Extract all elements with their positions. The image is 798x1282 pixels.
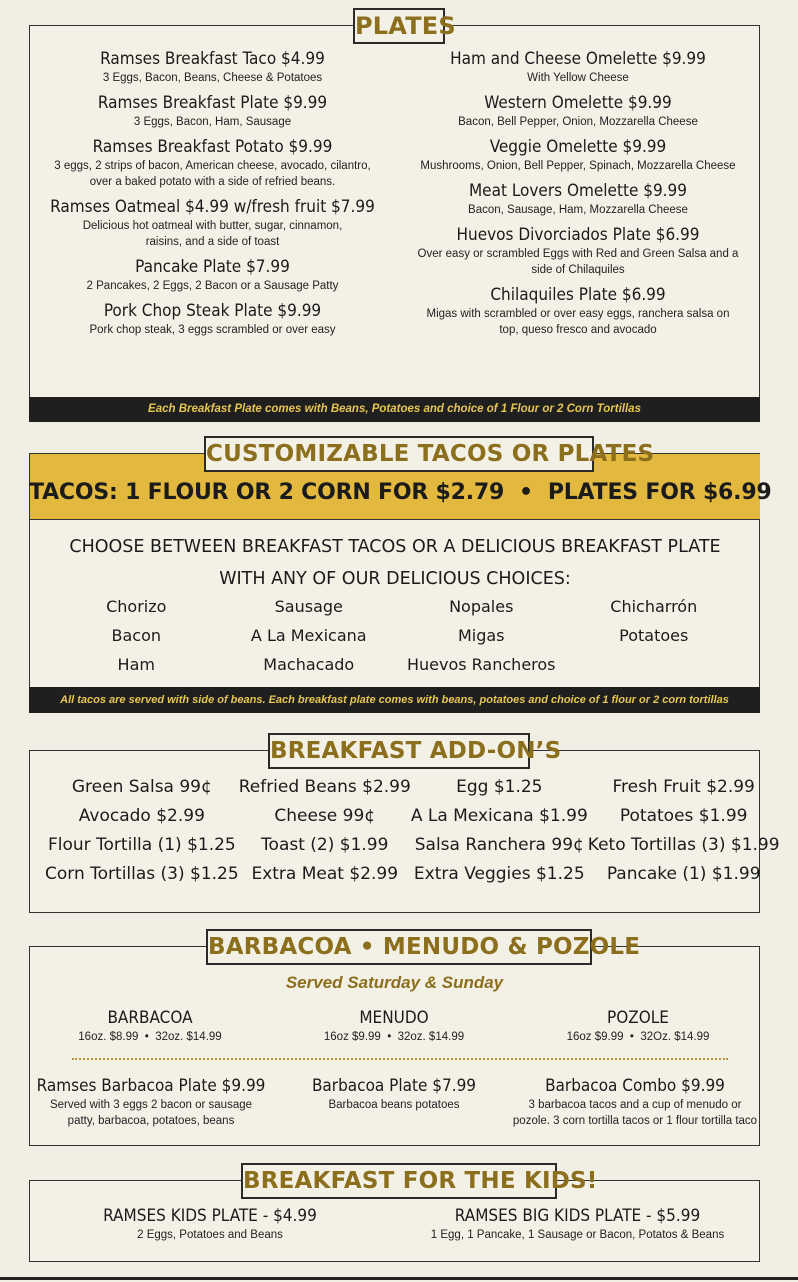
item-desc: Barbacoa beans potatoes xyxy=(328,1099,460,1111)
barbacoa-plate-3 xyxy=(510,1075,760,1129)
choice-item: A La Mexicana xyxy=(250,626,367,645)
item-title: Veggie Omelette $9.99 xyxy=(489,137,667,157)
kids-header: BREAKFAST FOR THE KIDS! xyxy=(241,1163,557,1199)
item-desc: 3 barbacoa tacos and a cup of menudo or pozole. 3 corn tortilla tacos or 1 flour tortilla taco xyxy=(512,1099,758,1127)
addon-item: Salsa Ranchera 99¢ xyxy=(414,835,584,855)
item-title: Pancake Plate $7.99 xyxy=(135,257,290,277)
barbacoa-subtitle: Served Saturday & Sunday xyxy=(285,973,504,992)
item-desc: Mushrooms, Onion, Bell Pepper, Spinach, Mozzarella Cheese xyxy=(420,160,736,172)
plates-footer-note: Each Breakfast Plate comes with Beans, Potatoes and choice of 1 Flour or 2 Corn Tortillas xyxy=(29,397,760,422)
dotted-divider xyxy=(72,1058,728,1060)
item-desc: 3 Eggs, Bacon, Beans, Cheese & Potatoes xyxy=(102,72,323,84)
addon-item: Toast (2) $1.99 xyxy=(261,835,389,855)
custom-choices xyxy=(50,592,740,679)
menu-item xyxy=(40,48,385,86)
item-title: RAMSES BIG KIDS PLATE - $5.99 xyxy=(454,1206,701,1226)
plates-right-column xyxy=(408,48,748,344)
choice-item: Migas xyxy=(457,626,505,645)
soup-pozole xyxy=(548,1007,728,1045)
menu-item xyxy=(408,284,748,338)
choice-item: Ham xyxy=(117,655,155,674)
item-title: Barbacoa Combo $9.99 xyxy=(545,1076,725,1096)
item-desc: 3 eggs, 2 strips of bacon, American cheese, avocado, cilantro, over a baked potato with a side of refried beans. xyxy=(54,160,371,188)
item-desc: 1 Egg, 1 Pancake, 1 Sausage or Bacon, Potatos & Beans xyxy=(430,1229,725,1241)
plates-left-column xyxy=(40,48,385,344)
soup-name: MENUDO xyxy=(359,1008,429,1028)
menu-item xyxy=(40,300,385,338)
item-title: Ramses Breakfast Taco $4.99 xyxy=(100,49,325,69)
addon-item: Corn Tortillas (3) $1.25 xyxy=(45,864,239,884)
soup-price: 16oz. $8.99 • 32oz. $14.99 xyxy=(78,1031,222,1043)
soup-barbacoa xyxy=(60,1007,240,1045)
item-desc: Bacon, Sausage, Ham, Mozzarella Cheese xyxy=(468,204,688,216)
addon-item: Keto Tortillas (3) $1.99 xyxy=(587,835,780,855)
menu-item xyxy=(40,136,385,190)
choice-item: Sausage xyxy=(274,597,343,616)
addon-item: Potatoes $1.99 xyxy=(619,806,748,826)
item-desc: 2 Eggs, Potatoes and Beans xyxy=(137,1229,283,1241)
soup-price: 16oz $9.99 • 32Oz. $14.99 xyxy=(566,1031,710,1043)
menu-item xyxy=(408,180,748,218)
item-title: RAMSES KIDS PLATE - $4.99 xyxy=(103,1206,317,1226)
kids-plate xyxy=(60,1205,360,1243)
choice-item: Potatoes xyxy=(619,626,689,645)
item-desc: Over easy or scrambled Eggs with Red and Green Salsa and a side of Chilaquiles xyxy=(417,248,739,276)
menu-item xyxy=(408,48,748,86)
item-title: Ham and Cheese Omelette $9.99 xyxy=(450,49,706,69)
addon-item: Refried Beans $2.99 xyxy=(238,777,411,797)
item-title: Barbacoa Plate $7.99 xyxy=(311,1076,477,1096)
soup-name: BARBACOA xyxy=(107,1008,193,1028)
barbacoa-plate-1 xyxy=(36,1075,266,1129)
item-title: Huevos Divorciados Plate $6.99 xyxy=(456,225,700,245)
item-title: Chilaquiles Plate $6.99 xyxy=(490,285,666,305)
item-title: Western Omelette $9.99 xyxy=(484,93,672,113)
item-desc: 2 Pancakes, 2 Eggs, 2 Bacon or a Sausage Patty xyxy=(86,280,339,292)
menu-item xyxy=(40,92,385,130)
item-desc: 3 Eggs, Bacon, Ham, Sausage xyxy=(133,116,292,128)
item-desc: Pork chop steak, 3 eggs scrambled or over easy xyxy=(89,324,336,336)
addons-header: BREAKFAST ADD-ON’S xyxy=(268,733,530,769)
item-title: Ramses Oatmeal $4.99 w/fresh fruit $7.99 xyxy=(50,197,375,217)
item-desc: Migas with scrambled or over easy eggs, ranchera salsa on top, queso fresco and avocado xyxy=(426,308,730,336)
item-title: Ramses Breakfast Plate $9.99 xyxy=(97,93,328,113)
choice-item: Bacon xyxy=(111,626,161,645)
choice-item: Chicharrón xyxy=(610,597,698,616)
item-desc: Delicious hot oatmeal with butter, sugar, cinnamon, raisins, and a side of toast xyxy=(82,220,343,248)
big-kids-plate xyxy=(410,1205,745,1243)
custom-footer-note: All tacos are served with side of beans. Each breakfast plate comes with beans, potatoes and choice of 1 flour or 2 corn tortillas xyxy=(29,687,760,713)
menu-item xyxy=(408,224,748,278)
item-title: Ramses Barbacoa Plate $9.99 xyxy=(36,1076,266,1096)
item-title: Ramses Breakfast Potato $9.99 xyxy=(92,137,333,157)
item-desc: Served with 3 eggs 2 bacon or sausage patty, barbacoa, potatoes, beans xyxy=(49,1099,253,1127)
addons-grid xyxy=(45,773,780,889)
soup-price: 16oz $9.99 • 32oz. $14.99 xyxy=(323,1031,465,1043)
addon-item: Green Salsa 99¢ xyxy=(71,777,212,797)
addon-item: Flour Tortilla (1) $1.25 xyxy=(47,835,236,855)
addon-item: Egg $1.25 xyxy=(456,777,543,797)
addon-item: Avocado $2.99 xyxy=(78,806,205,826)
custom-intro: CHOOSE BETWEEN BREAKFAST TACOS OR A DELICIOUS BREAKFAST PLATE WITH ANY OF OUR DELICIOUS CHOICES: xyxy=(69,537,721,589)
item-title: Meat Lovers Omelette $9.99 xyxy=(468,181,687,201)
addon-item: Cheese 99¢ xyxy=(274,806,376,826)
bottom-rule xyxy=(0,1277,798,1280)
menu-item xyxy=(408,92,748,130)
item-desc: With Yellow Cheese xyxy=(527,72,629,84)
choice-item: Huevos Rancheros xyxy=(406,655,556,674)
choice-item: Nopales xyxy=(449,597,514,616)
soup-name: POZOLE xyxy=(607,1008,669,1028)
addon-item: Extra Veggies $1.25 xyxy=(413,864,585,884)
menu-item xyxy=(40,196,385,250)
menu-item xyxy=(408,136,748,174)
soup-menudo xyxy=(304,1007,484,1045)
menu-item xyxy=(40,256,385,294)
custom-banner: TACOS: 1 FLOUR OR 2 CORN FOR $2.79 • PLATES FOR $6.99 xyxy=(29,480,772,505)
custom-header: CUSTOMIZABLE TACOS OR PLATES xyxy=(204,436,594,472)
barbacoa-header: BARBACOA • MENUDO & POZOLE xyxy=(206,929,592,965)
choice-item xyxy=(568,650,741,679)
addon-item: Extra Meat $2.99 xyxy=(251,864,399,884)
addon-item: Fresh Fruit $2.99 xyxy=(612,777,755,797)
barbacoa-plate-2 xyxy=(300,1075,488,1113)
item-title: Pork Chop Steak Plate $9.99 xyxy=(103,301,322,321)
plates-header: PLATES xyxy=(353,8,445,44)
choice-item: Machacado xyxy=(263,655,355,674)
addon-item: A La Mexicana $1.99 xyxy=(410,806,588,826)
choice-item: Chorizo xyxy=(106,597,167,616)
addon-item: Pancake (1) $1.99 xyxy=(606,864,761,884)
item-desc: Bacon, Bell Pepper, Onion, Mozzarella Cheese xyxy=(458,116,698,128)
